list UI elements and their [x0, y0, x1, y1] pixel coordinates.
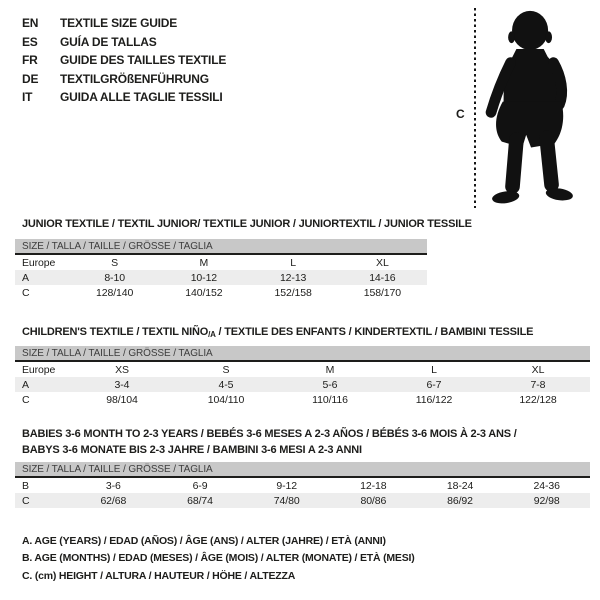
size-cell: S: [111, 256, 119, 269]
lang-code: ES: [22, 34, 38, 49]
height-cell: 128/140: [95, 286, 134, 299]
size-header-row: SIZE / TALLA / TAILLE / GRÖSSE / TAGLIA: [15, 239, 427, 255]
height-cell: 104/110: [207, 393, 245, 406]
title-part: / TEXTILE DES ENFANTS / KINDERTEXTIL / BAMBINI TESSILE: [215, 326, 534, 338]
lang-label: TEXTILE SIZE GUIDE: [60, 16, 178, 31]
table-row-europe: [15, 255, 427, 270]
table-row-height: [15, 285, 427, 300]
height-cell: 86/92: [447, 494, 473, 507]
row-label: A: [22, 378, 29, 391]
title-part: CHILDREN'S TEXTILE / TEXTIL NIÑO: [22, 326, 209, 338]
height-cell: 62/68: [100, 494, 127, 507]
size-cell: XS: [115, 363, 129, 376]
height-cell: 74/80: [273, 494, 300, 507]
section-title-children: [22, 324, 533, 343]
height-cell: 80/86: [360, 494, 387, 507]
height-cell: 122/128: [519, 393, 557, 406]
lang-label: TEXTILGRÖßENFÜHRUNG: [60, 71, 209, 86]
size-cell: XL: [376, 256, 389, 269]
section-title-junior: JUNIOR TEXTILE / TEXTIL JUNIOR/ TEXTILE JUNIOR / JUNIORTEXTIL / JUNIOR TESSILE: [22, 218, 472, 230]
legend: [22, 533, 415, 585]
months-cell: 12-18: [360, 479, 387, 492]
age-cell: 4-5: [218, 378, 234, 391]
table-row-europe: [15, 362, 590, 377]
height-cell: 140/152: [185, 286, 223, 299]
row-label: Europe: [22, 256, 56, 269]
lang-row-it: [22, 88, 226, 107]
lang-code: IT: [22, 90, 33, 105]
table-row-months: [15, 478, 590, 493]
toddler-silhouette-icon: [478, 8, 588, 208]
size-cell: M: [325, 363, 335, 376]
table-row-height: [15, 392, 590, 407]
language-header: [22, 14, 226, 107]
title-line-1: BABIES 3-6 MONTH TO 2-3 YEARS / BEBÉS 3-6 MESES A 2-3 AÑOS / BÉBÉS 3-6 MOIS À 2-3 ANS /: [22, 428, 517, 440]
size-header-row: SIZE / TALLA / TAILLE / GRÖSSE / TAGLIA: [15, 462, 590, 478]
lang-label: GUIDE DES TAILLES TEXTILE: [60, 53, 227, 68]
lang-row-en: [22, 14, 226, 33]
size-cell: M: [199, 256, 209, 269]
height-measure-label: C: [456, 107, 465, 121]
height-cell: 158/170: [363, 286, 401, 299]
height-cell: 68/74: [187, 494, 213, 507]
age-cell: 6-7: [426, 378, 442, 391]
months-cell: 18-24: [446, 479, 474, 492]
legend-line-b: B. AGE (MONTHS) / EDAD (MESES) / ÂGE (MOIS) / ALTER (MONATE) / ETÀ (MESI): [22, 552, 415, 565]
lang-row-fr: [22, 51, 226, 70]
row-label: A: [22, 271, 29, 284]
height-cell: 98/104: [106, 393, 138, 406]
row-label: C: [22, 393, 30, 406]
row-label: C: [22, 494, 30, 507]
lang-label: GUÍA DE TALLAS: [60, 34, 157, 49]
age-cell: 8-10: [104, 271, 125, 284]
lang-label: GUIDA ALLE TAGLIE TESSILI: [60, 90, 223, 105]
months-cell: 6-9: [192, 479, 208, 492]
lang-code: DE: [22, 71, 39, 86]
junior-size-table: [15, 239, 427, 300]
table-row-age: [15, 377, 590, 392]
age-cell: 10-12: [190, 271, 218, 284]
lang-row-de: [22, 70, 226, 89]
height-cell: 110/116: [312, 393, 348, 406]
months-cell: 3-6: [105, 479, 121, 492]
height-cell: 152/158: [274, 286, 312, 299]
lang-code: EN: [22, 16, 39, 31]
size-cell: S: [222, 363, 230, 376]
age-cell: 3-4: [114, 378, 130, 391]
table-row-age: [15, 270, 427, 285]
height-cell: 92/98: [533, 494, 560, 507]
age-cell: 5-6: [322, 378, 338, 391]
age-cell: 12-13: [279, 271, 307, 284]
babies-size-table: [15, 462, 590, 508]
row-label: Europe: [22, 363, 56, 376]
months-cell: 24-36: [533, 479, 560, 492]
height-cell: 116/122: [415, 393, 453, 406]
age-cell: 14-16: [369, 271, 396, 284]
size-header-row: SIZE / TALLA / TAILLE / GRÖSSE / TAGLIA: [15, 346, 590, 362]
title-line-2: BABYS 3-6 MONATE BIS 2-3 JAHRE / BAMBINI 3-6 MESI A 2-3 ANNI: [22, 444, 362, 456]
row-label: C: [22, 286, 30, 299]
size-cell: XL: [531, 363, 545, 376]
table-row-height: [15, 493, 590, 508]
lang-code: FR: [22, 53, 38, 68]
lang-row-es: [22, 33, 226, 52]
row-label: B: [22, 479, 29, 492]
section-title-babies: [22, 426, 517, 458]
children-size-table: [15, 346, 590, 407]
size-cell: L: [290, 256, 296, 269]
age-cell: 7-8: [530, 378, 546, 391]
months-cell: 9-12: [276, 479, 297, 492]
size-cell: L: [431, 363, 437, 376]
legend-line-c: C. (cm) HEIGHT / ALTURA / HAUTEUR / HÖHE / ALTEZZA: [22, 569, 296, 582]
legend-line-a: A. AGE (YEARS) / EDAD (AÑOS) / ÂGE (ANS) / ALTER (JAHRE) / ETÀ (ANNI): [22, 535, 386, 547]
height-dotted-line: [474, 8, 476, 208]
title-subscript: /A: [208, 330, 216, 339]
